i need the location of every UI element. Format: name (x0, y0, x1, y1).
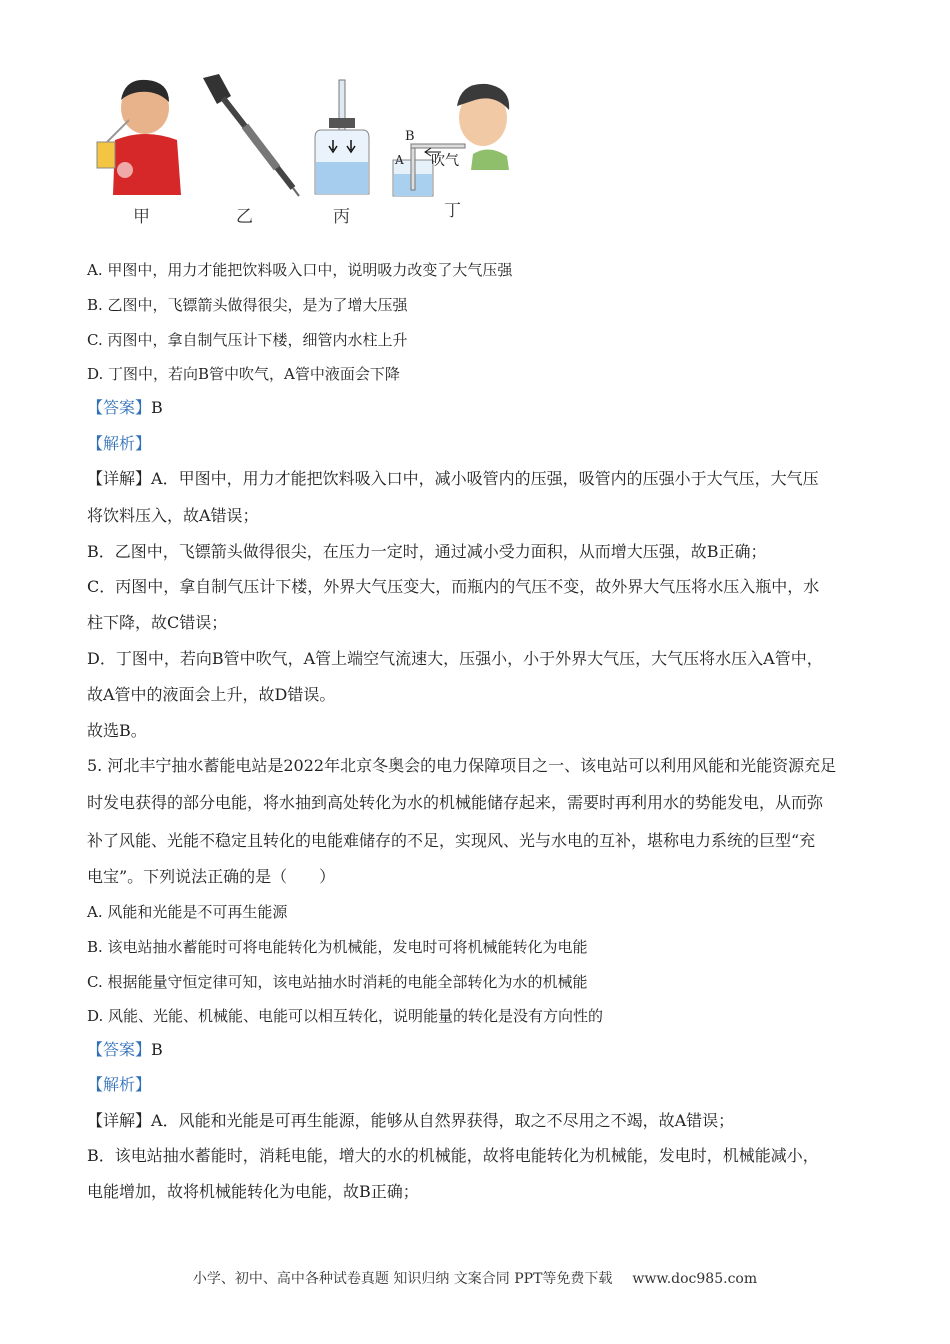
boy-blowing-illustration (393, 84, 509, 196)
q4-answer (87, 397, 163, 419)
svg-text:吹气: 吹气 (431, 153, 459, 169)
answer-tag: 【答案】 (87, 398, 152, 417)
q5-answer (87, 1039, 163, 1061)
q4-detail-line: C．丙图中，拿自制气压计下楼，外界大气压变大，而瓶内的气压不变，故外界大气压将水压入瓶中，水 (87, 577, 820, 596)
answer-value: B (151, 398, 163, 417)
answer-tag: 【答案】 (87, 1040, 152, 1059)
q5-stem-line: 补了风能、光能不稳定且转化的电能难储存的不足，实现风、光与水电的互补，堪称电力系统的巨型“充 (87, 831, 816, 850)
q4-option-b: B. 乙图中，飞镖箭头做得很尖，是为了增大压强 (87, 296, 408, 314)
boy-drinking-illustration (97, 80, 181, 195)
barometer-bottle-illustration (315, 80, 369, 194)
q4-conclusion: 故选B。 (87, 721, 147, 740)
q4-detail-line: 故A管中的液面会上升，故D错误。 (87, 685, 336, 704)
q5-option-b: B. 该电站抽水蓄能时可将电能转化为机械能，发电时可将机械能转化为电能 (87, 938, 588, 956)
q5-detail-line: B．该电站抽水蓄能时，消耗电能，增大的水的机械能，故将电能转化为机械能，发电时，机械能减小， (87, 1146, 819, 1165)
q5-detail-line: 【详解】A．风能和光能是可再生能源，能够从自然界获得，取之不尽用之不竭，故A错误； (87, 1111, 735, 1130)
analysis-tag: 【解析】 (87, 1075, 152, 1094)
q5-option-a: A. 风能和光能是不可再生能源 (87, 903, 288, 921)
q5-stem-line: 5. 河北丰宁抽水蓄能电站是2022年北京冬奥会的电力保障项目之一、该电站可以利用风能和光能资源充足 (87, 756, 837, 775)
dart-illustration (203, 74, 299, 196)
page-footer (0, 1268, 950, 1288)
q4-analysis-heading (87, 433, 151, 455)
caption-bing: 丙 (333, 207, 350, 227)
svg-text:A: A (395, 153, 404, 167)
footer-text: 小学、初中、高中各种试卷真题 知识归纳 文案合同 PPT等免费下载 (192, 1271, 613, 1287)
q5-analysis-heading (87, 1074, 151, 1096)
caption-ding: 丁 (444, 201, 461, 221)
q4-option-d: D. 丁图中，若向B管中吹气，A管中液面会下降 (87, 365, 400, 383)
q5-detail-line: 电能增加，故将机械能转化为电能，故B正确； (87, 1182, 419, 1201)
q4-option-c: C. 丙图中，拿自制气压计下楼，细管内水柱上升 (87, 331, 408, 349)
q4-detail-line: D．丁图中，若向B管中吹气，A管上端空气流速大，压强小，小于外界大气压，大气压将水压入A管中， (87, 649, 823, 668)
analysis-tag: 【解析】 (87, 434, 152, 453)
q4-detail-line: 将饮料压入，故A错误； (87, 506, 259, 525)
q5-stem-line: 电宝”。下列说法正确的是（ ） (87, 867, 336, 886)
detail-tag: 【详解】 (87, 469, 152, 488)
svg-text:B: B (405, 129, 415, 144)
q4-option-a: A. 甲图中，用力才能把饮料吸入口中，说明吸力改变了大气压强 (87, 261, 513, 279)
q5-option-c: C. 根据能量守恒定律可知，该电站抽水时消耗的电能全部转化为水的机械能 (87, 973, 588, 991)
q4-detail-line: B．乙图中，飞镖箭头做得很尖，在压力一定时，通过减小受力面积，从而增大压强，故B正确； (87, 542, 767, 561)
detail-tag: 【详解】 (87, 1111, 152, 1130)
physics-figure (85, 70, 525, 230)
caption-jia: 甲 (133, 207, 150, 227)
q5-option-d: D. 风能、光能、机械能、电能可以相互转化，说明能量的转化是没有方向性的 (87, 1007, 604, 1025)
q4-detail-line: 柱下降，故C错误； (87, 613, 228, 632)
footer-link[interactable]: www.doc985.com (632, 1271, 758, 1287)
answer-value: B (151, 1040, 163, 1059)
q5-stem-line: 时发电获得的部分电能，将水抽到高处转化为水的机械能储存起来，需要时再利用水的势能发电，从而弥 (87, 793, 824, 812)
q4-detail-line: 【详解】A．甲图中，用力才能把饮料吸入口中，减小吸管内的压强，吸管内的压强小于大气压，大气压 (87, 469, 819, 488)
caption-yi: 乙 (236, 207, 253, 227)
